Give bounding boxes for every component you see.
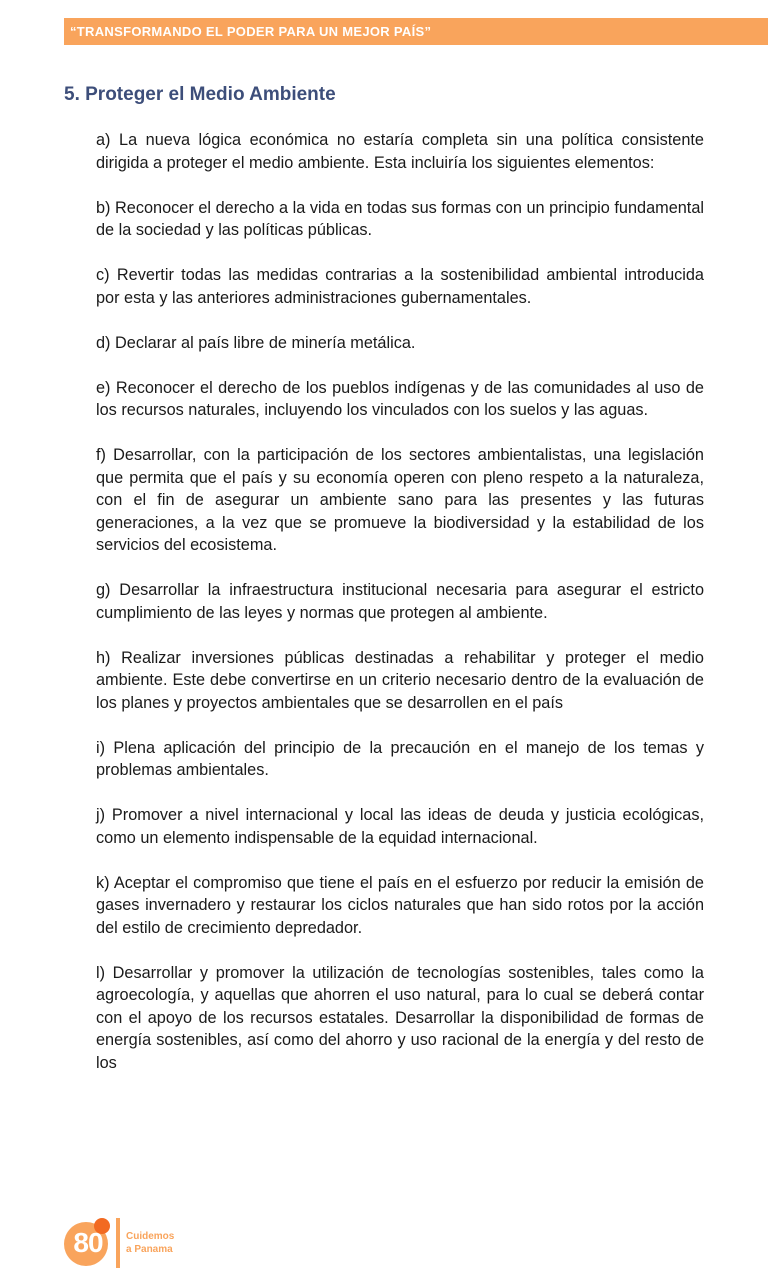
paragraph-g: g) Desarrollar la infraestructura institucional necesaria para asegurar el estricto cumplimiento de las leyes y normas que protegen al ambiente.	[96, 581, 704, 622]
footer-divider	[116, 1218, 120, 1268]
paragraph-k: k) Aceptar el compromiso que tiene el país en el esfuerzo por reducir la emisión de gases invernadero y restaurar los ciclos naturales que han sido rotos por la acción del estilo de crecimiento depredador.	[96, 873, 704, 937]
brand-line-1: Cuidemos	[126, 1231, 175, 1242]
paragraph-j: j) Promover a nivel internacional y local las ideas de deuda y justicia ecológicas, como un elemento indispensable de la equidad internacional.	[96, 806, 704, 847]
page-footer	[64, 1218, 264, 1268]
page-number: 80	[73, 1227, 103, 1258]
header-banner	[64, 18, 768, 45]
paragraph-e: e) Reconocer el derecho de los pueblos indígenas y de las comunidades al uso de los recursos naturales, incluyendo los vinculados con los suelos y las aguas.	[96, 378, 704, 419]
paragraph-f: f) Desarrollar, con la participación de los sectores ambientalistas, una legislación que permita que el país y su economía operen con pleno respeto a la naturaleza, con el fin de asegurar un ambiente sano para las presentes y las futuras generaciones, a la vez que se promueve la biodiversidad y la estabilidad de los servicios del ecosistema.	[96, 446, 704, 554]
paragraph-l: l) Desarrollar y promover la utilización de tecnologías sostenibles, tales como la agroecología, y aquellas que ahorren el uso natural, para lo cual se deberá contar con el apoyo de los recursos estatales. Desarrollar la disponibilidad de formas de energía sostenibles, así como del ahorro y uso racional de la energía y del resto de los	[96, 963, 704, 1072]
paragraph-d: d) Declarar al país libre de minería metálica.	[96, 333, 416, 352]
banner-title: “TRANSFORMANDO EL PODER PARA UN MEJOR PAÍS”	[70, 24, 432, 39]
section-body	[96, 129, 704, 1074]
footer-brand	[126, 1230, 174, 1256]
paragraph-c: c) Revertir todas las medidas contrarias a la sostenibilidad ambiental introducida por esta y las anteriores administraciones gubernamentales.	[96, 266, 704, 307]
paragraph-a: a) La nueva lógica económica no estaría completa sin una política consistente dirigida a proteger el medio ambiente. Esta incluiría los siguientes elementos:	[96, 131, 704, 172]
section-title: 5. Proteger el Medio Ambiente	[64, 84, 336, 105]
paragraph-b: b) Reconocer el derecho a la vida en todas sus formas con un principio fundamental de la sociedad y las políticas públicas.	[96, 198, 704, 239]
paragraph-i: i) Plena aplicación del principio de la precaución en el manejo de los temas y problemas ambientales.	[96, 738, 704, 779]
paragraph-h: h) Realizar inversiones públicas destinadas a rehabilitar y proteger el medio ambiente. Este debe convertirse en un criterio necesario dentro de la evaluación de los planes y proyectos ambientales que se desarrollen en el país	[96, 648, 704, 712]
brand-line-2: a Panama	[126, 1244, 173, 1255]
